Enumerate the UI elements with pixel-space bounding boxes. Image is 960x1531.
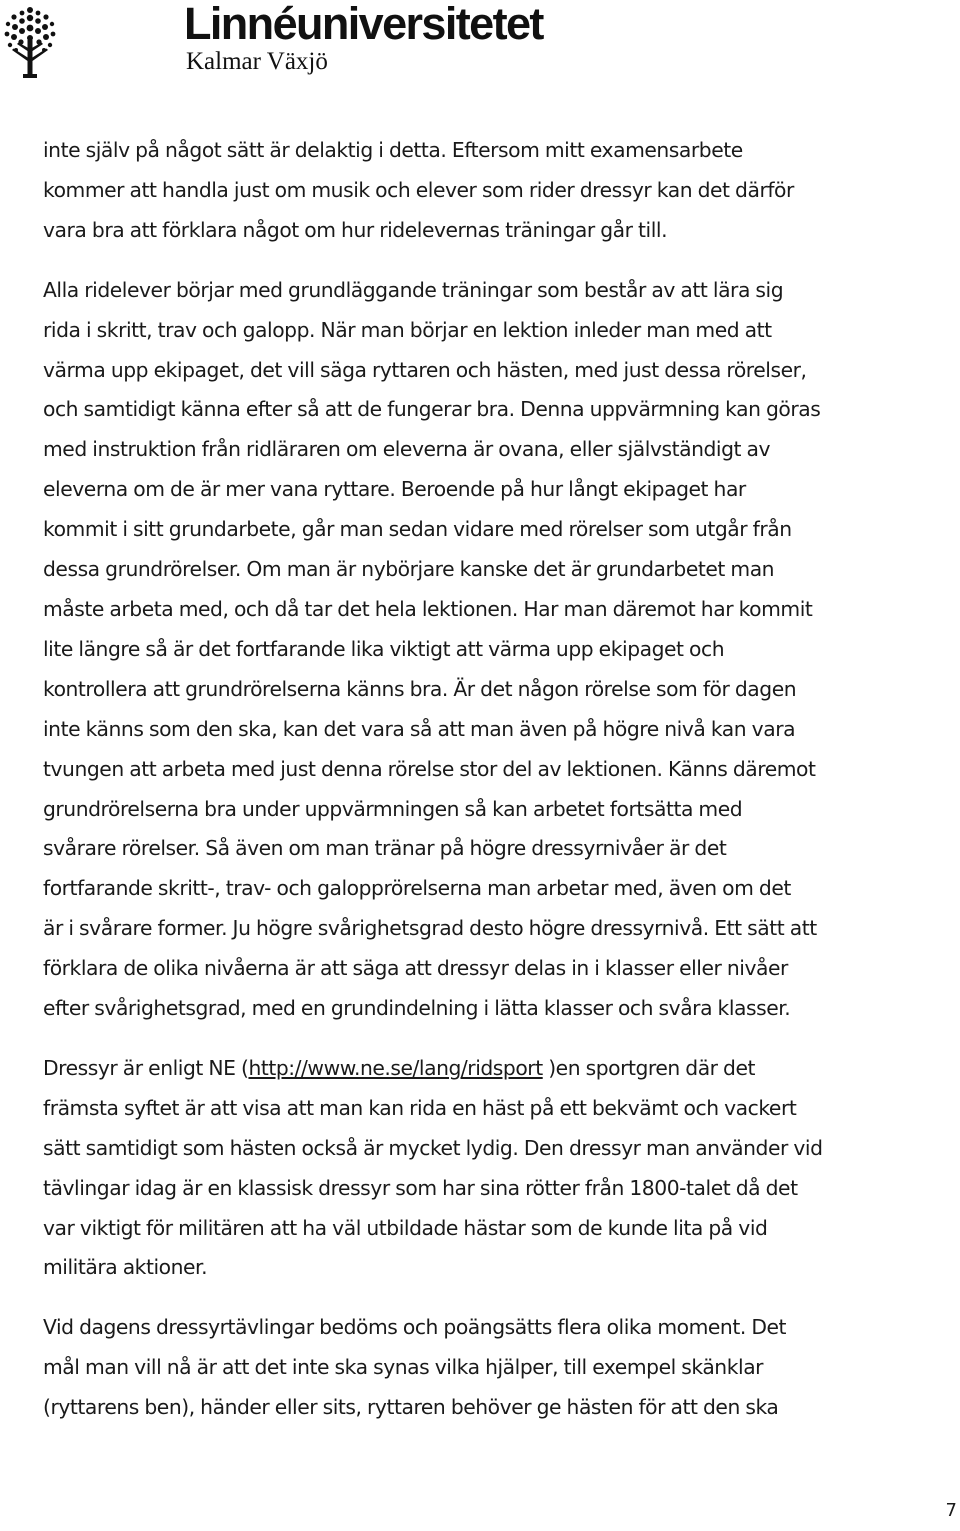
text-line: grundrörelserna bra under uppvärmningen så kan arbetet fortsätta med bbox=[43, 796, 743, 821]
text-line: efter svårighetsgrad, med en grundindelning i lätta klasser och svåra klasser. bbox=[43, 996, 791, 1021]
text-line: vara bra att förklara något om hur ridelevernas träningar går till. bbox=[43, 217, 668, 242]
ne-ridsport-link[interactable]: http://www.ne.se/lang/ridsport bbox=[248, 1055, 543, 1080]
paragraph-2 bbox=[43, 271, 960, 1029]
document-body bbox=[43, 131, 960, 1428]
text-line: är i svårare former. Ju högre svårighetsgrad desto högre dressyrnivå. Ett sätt att bbox=[43, 916, 817, 941]
text-line: med instruktion från ridläraren om eleverna är ovana, eller självständigt av bbox=[43, 437, 771, 462]
text-line: lite längre så är det fortfarande lika viktigt att värma upp ekipaget och bbox=[43, 636, 725, 661]
text-line: kommer att handla just om musik och elever som rider dressyr kan det därför bbox=[43, 177, 794, 202]
text-line: svårare rörelser. Så även om man tränar på högre dressyrnivåer är det bbox=[43, 836, 727, 861]
page-number: 7 bbox=[945, 1500, 957, 1521]
text-segment: )en sportgren där det bbox=[542, 1055, 756, 1080]
text-line: Alla ridelever börjar med grundläggande träningar som består av att lära sig bbox=[43, 277, 784, 302]
text-line: fortfarande skritt-, trav- och galopprörelserna man arbetar med, även om det bbox=[43, 876, 791, 901]
paragraph-4 bbox=[43, 1308, 960, 1428]
text-line: och samtidigt känna efter så att de fungerar bra. Denna uppvärmning kan göras bbox=[43, 397, 821, 422]
text-line: rida i skritt, trav och galopp. När man börjar en lektion inleder man med att bbox=[43, 317, 772, 342]
text-line: militära aktioner. bbox=[43, 1255, 208, 1280]
text-line: förklara de olika nivåerna är att säga att dressyr delas in i klasser eller nivåer bbox=[43, 956, 788, 981]
text-line: Vid dagens dressyrtävlingar bedöms och poängsätts flera olika moment. Det bbox=[43, 1315, 787, 1340]
text-line: tävlingar idag är en klassisk dressyr som har sina rötter från 1800-talet då det bbox=[43, 1175, 798, 1200]
text-line: främsta syftet är att visa att man kan rida en häst på ett bekvämt och vackert bbox=[43, 1095, 797, 1120]
university-name: Linnéuniversitetet bbox=[184, 0, 543, 49]
text-segment: Dressyr är enligt NE ( bbox=[43, 1055, 249, 1080]
text-line: inte känns som den ska, kan det vara så att man även på högre nivå kan vara bbox=[43, 716, 796, 741]
text-line: var viktigt för militären att ha väl utbildade hästar som de kunde lita på vid bbox=[43, 1215, 768, 1240]
text-line: inte själv på något sätt är delaktig i detta. Eftersom mitt examensarbete bbox=[43, 138, 743, 162]
paragraph-3 bbox=[43, 1049, 960, 1288]
text-line: (ryttarens ben), händer eller sits, ryttaren behöver ge hästen för att den ska bbox=[43, 1395, 779, 1420]
text-line: sätt samtidigt som hästen också är mycket lydig. Den dressyr man använder vid bbox=[43, 1135, 823, 1160]
text-line: kontrollera att grundrörelserna känns bra. Är det någon rörelse som för dagen bbox=[43, 676, 797, 701]
university-locations: Kalmar Växjö bbox=[186, 48, 328, 75]
text-line bbox=[43, 1049, 960, 1089]
text-line: måste arbeta med, och då tar det hela lektionen. Har man däremot har kommit bbox=[43, 596, 813, 621]
paragraph-1 bbox=[43, 131, 960, 251]
text-line: tvungen att arbeta med just denna rörelse stor del av lektionen. Känns däremot bbox=[43, 756, 816, 781]
text-line: dessa grundrörelser. Om man är nybörjare kanske det är grundarbetet man bbox=[43, 557, 775, 582]
text-line: värma upp ekipaget, det vill säga ryttaren och hästen, med just dessa rörelser, bbox=[43, 357, 807, 382]
text-line: mål man vill nå är att det inte ska synas vilka hjälper, till exempel skänklar bbox=[43, 1355, 764, 1380]
tree-logo-icon bbox=[2, 6, 58, 78]
page-header bbox=[0, 0, 960, 90]
text-line: kommit i sitt grundarbete, går man sedan vidare med rörelser som utgår från bbox=[43, 517, 792, 542]
text-line: eleverna om de är mer vana ryttare. Beroende på hur långt ekipaget har bbox=[43, 477, 746, 502]
